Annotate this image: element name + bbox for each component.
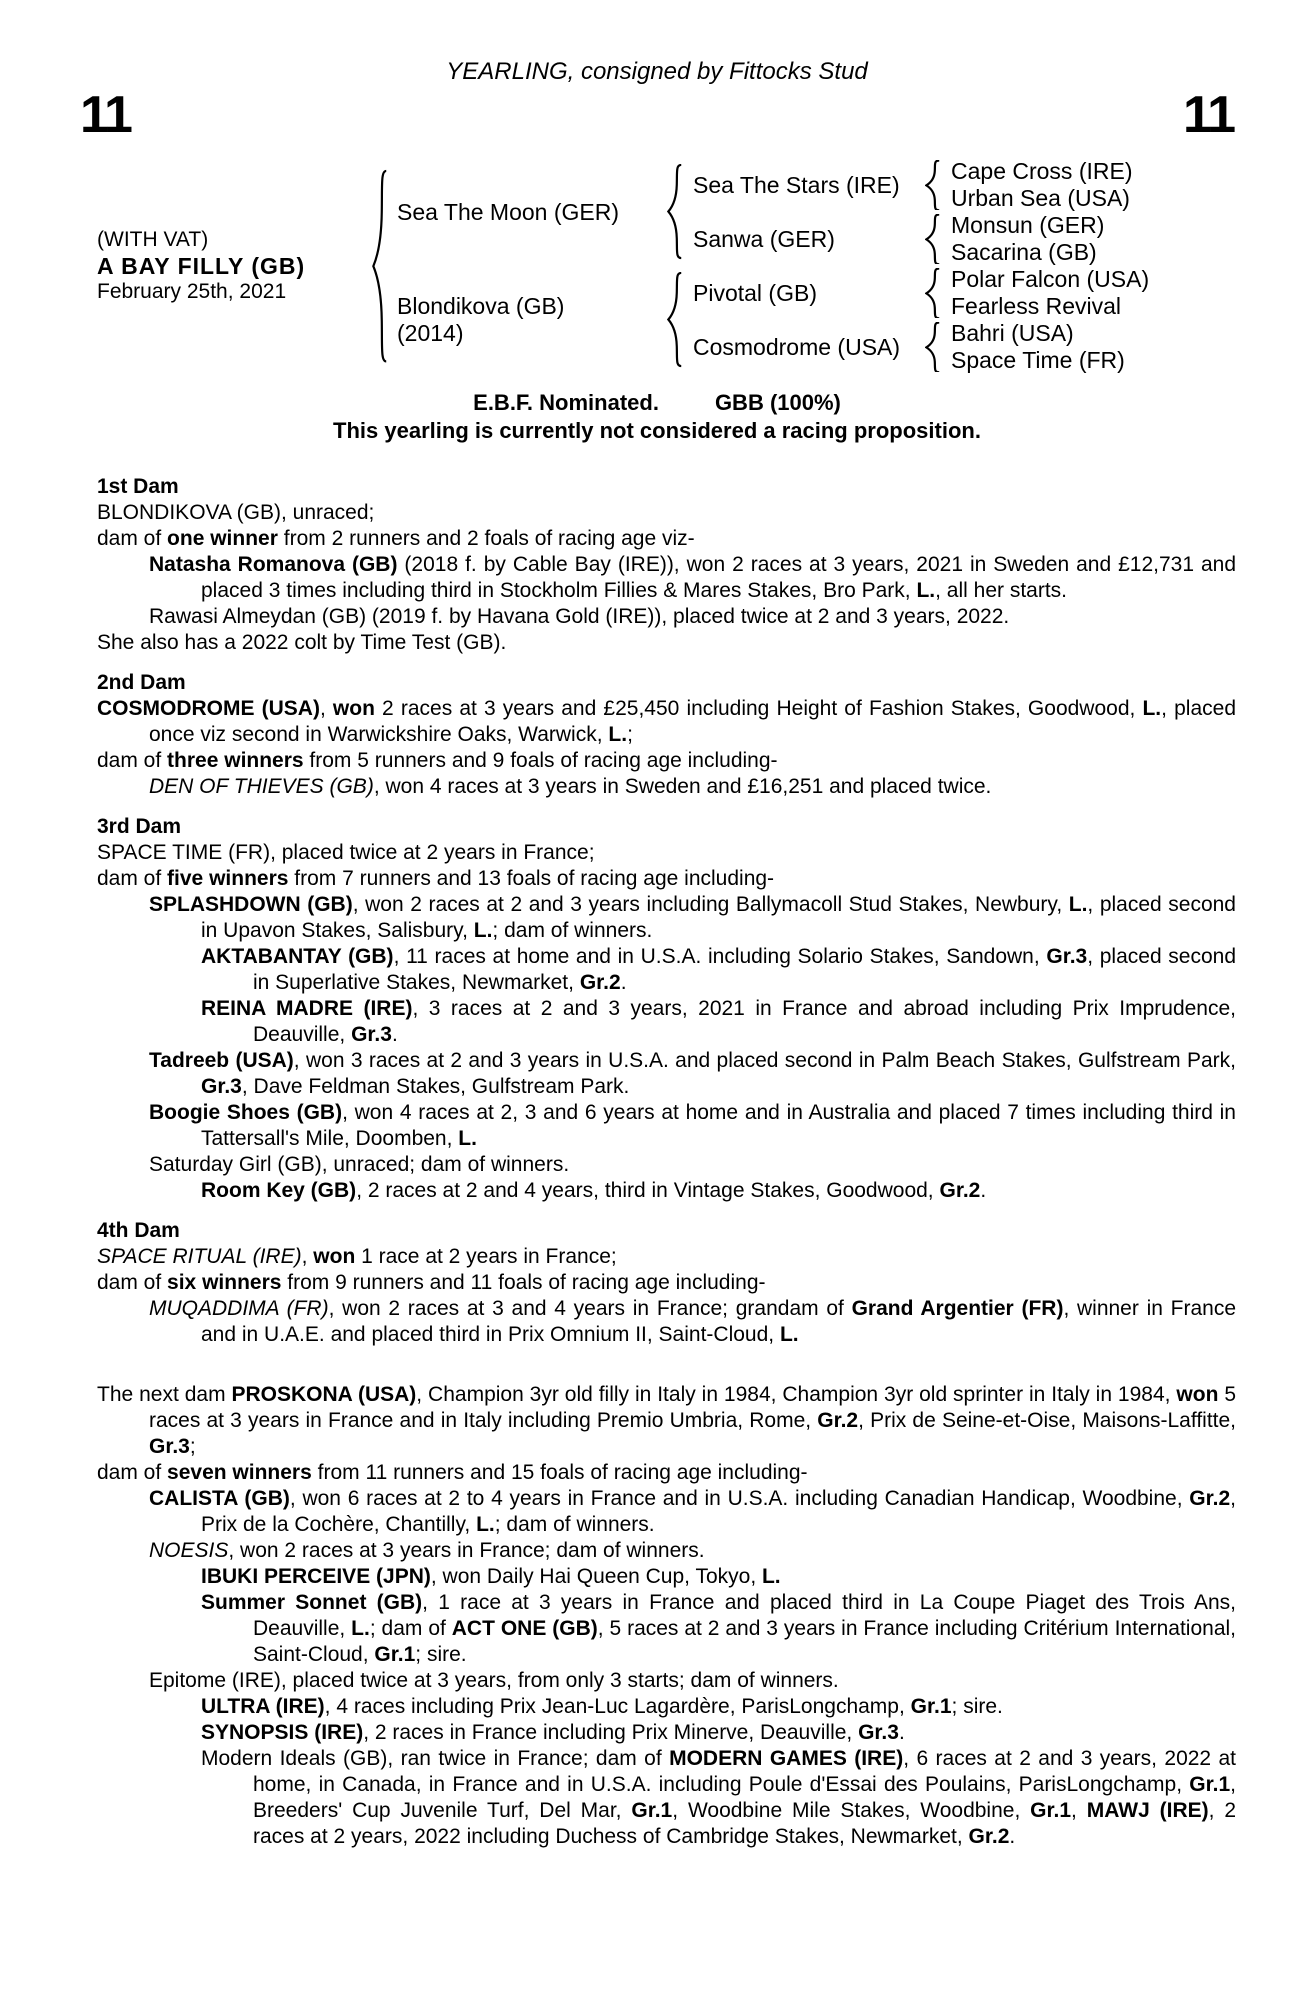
emphasized-text: Gr.1	[631, 1799, 673, 1822]
emphasized-text: Tadreeb (USA)	[149, 1049, 294, 1072]
emphasized-text: Gr.2	[1189, 1487, 1231, 1510]
dam-section	[97, 670, 1236, 800]
pedigree-sire	[391, 158, 663, 266]
pedigree-brace-gg3	[921, 266, 945, 320]
dam-section	[97, 1382, 1236, 1850]
plain-text: , Dave Feldman Stakes, Gulfstream Park.	[241, 1075, 630, 1098]
emphasized-text: MAWJ (IRE)	[1086, 1799, 1209, 1822]
plain-text: , Breeders' Cup Juvenile Turf, Del Mar,	[253, 1773, 1236, 1822]
catalog-paragraph	[97, 774, 1236, 800]
plain-text: , 1 race at 3 years in France and placed third in La Coupe Piaget des Trois Ans, Deauville,	[253, 1591, 1236, 1640]
catalog-paragraph	[97, 892, 1236, 944]
plain-text: ,	[1071, 1799, 1087, 1822]
catalog-paragraph	[97, 552, 1236, 604]
dam-section-heading: 4th Dam	[97, 1219, 180, 1242]
emphasized-text: won	[332, 697, 375, 720]
emphasized-text: Gr.2	[968, 1825, 1010, 1848]
catalog-paragraph	[97, 1152, 1236, 1178]
catalog-paragraph	[97, 944, 1236, 996]
pedigree-brace-gg2	[921, 212, 945, 266]
plain-text: , placed second in Superlative Stakes, Newmarket,	[253, 945, 1237, 994]
catalog-paragraph	[97, 840, 1236, 866]
plain-text: ; sire.	[951, 1695, 1003, 1718]
catalog-paragraph	[97, 1720, 1236, 1746]
pedigree-text	[97, 474, 1236, 1850]
dam-dam: Cosmodrome (USA)	[693, 333, 901, 360]
lot-number-right: 11	[1183, 86, 1234, 144]
emphasized-text: COSMODROME (USA)	[97, 697, 320, 720]
catalog-paragraph	[97, 996, 1236, 1048]
emphasized-text: ACT ONE (GB)	[451, 1617, 598, 1640]
emphasized-text: SPACE RITUAL (IRE)	[97, 1245, 302, 1268]
emphasized-text: ULTRA (IRE)	[201, 1695, 325, 1718]
emphasized-text: L.	[458, 1127, 477, 1150]
catalog-paragraph	[97, 1048, 1236, 1100]
plain-text: , 5 races at 2 and 3 years in France including Critérium International, Saint-Cloud,	[253, 1617, 1236, 1666]
catalog-paragraph	[97, 1178, 1236, 1204]
catalog-paragraph	[97, 1382, 1236, 1460]
emphasized-text: Gr.2	[579, 971, 621, 994]
produce-name: A BAY FILLY (GB)	[97, 253, 306, 279]
plain-text: dam of	[97, 749, 168, 772]
plain-text: from 5 runners and 9 foals of racing age including-	[303, 749, 778, 772]
emphasized-text: three winners	[167, 749, 304, 772]
pedigree-brace-gg4	[921, 320, 945, 374]
pedigree-brace-gg1	[921, 158, 945, 212]
plain-text: .	[898, 1721, 905, 1744]
catalog-paragraph	[97, 500, 1236, 526]
plain-text: dam of	[97, 867, 168, 890]
emphasized-text: L.	[761, 1565, 781, 1588]
gbb-label: GBB (100%)	[714, 390, 841, 415]
emphasized-text: five winners	[167, 867, 289, 890]
emphasized-text: L.	[1142, 697, 1162, 720]
pedigree-brace-generation1	[369, 158, 391, 374]
pedigree-brace-sire-parents	[663, 158, 687, 266]
catalog-paragraph	[97, 1244, 1236, 1270]
catalog-paragraph	[97, 1564, 1236, 1590]
pedigree-dam	[391, 266, 663, 374]
dam-sire: Pivotal (GB)	[693, 279, 817, 306]
plain-text: , won 6 races at 2 to 4 years in France and in U.S.A. including Canadian Handicap, Woodbine,	[289, 1487, 1190, 1510]
plain-text: , placed once viz second in Warwickshire Oaks, Warwick,	[149, 697, 1236, 746]
emphasized-text: Gr.2	[817, 1409, 859, 1432]
plain-text: , winner in France and in U.A.E. and placed third in Prix Omnium II, Saint-Cloud,	[201, 1297, 1237, 1346]
sire-dam: Sanwa (GER)	[693, 225, 835, 252]
page-title: YEARLING, consigned by Fittocks Stud	[446, 58, 868, 85]
emphasized-text: L.	[351, 1617, 370, 1640]
catalog-paragraph	[97, 526, 1236, 552]
emphasized-text: CALISTA (GB)	[149, 1487, 290, 1510]
plain-text: , Prix de Seine-et-Oise, Maisons-Laffitte,	[858, 1409, 1236, 1432]
plain-text: , Prix de la Cochère, Chantilly,	[201, 1487, 1236, 1536]
emphasized-text: MODERN GAMES (IRE)	[669, 1747, 904, 1770]
emphasized-text: SPLASHDOWN (GB)	[149, 893, 353, 916]
plain-text: , won 3 races at 2 and 3 years in U.S.A. and placed second in Palm Beach Stakes, Gulfstream Park,	[293, 1049, 1236, 1072]
sire-sire: Sea The Stars (IRE)	[693, 171, 900, 198]
emphasized-text: Gr.1	[910, 1695, 952, 1718]
emphasized-text: Gr.3	[351, 1023, 392, 1046]
plain-text: , 2 races at 2 years, 2022 including Duchess of Cambridge Stakes, Newmarket,	[253, 1799, 1237, 1848]
plain-text: , Champion 3yr old filly in Italy in 1984, Champion 3yr old sprinter in Italy in 1984,	[416, 1383, 1177, 1406]
plain-text: , won 4 races at 2, 3 and 6 years at home and in Australia and placed 7 times including third in Tattersall's Mile, Doomben,	[201, 1101, 1236, 1150]
catalog-paragraph	[97, 1538, 1236, 1564]
dam-section	[97, 474, 1236, 656]
plain-text: , all her starts.	[935, 579, 1068, 602]
plain-text: ;	[627, 723, 633, 746]
emphasized-text: L.	[779, 1323, 799, 1346]
plain-text: ,	[319, 697, 333, 720]
catalog-paragraph	[97, 696, 1236, 748]
plain-text: ; dam of winners.	[494, 1513, 655, 1536]
catalog-paragraph	[97, 1590, 1236, 1668]
plain-text: , Woodbine Mile Stakes, Woodbine,	[672, 1799, 1031, 1822]
dam-sire-sire: Polar Falcon (USA)	[951, 266, 1150, 292]
plain-text: from 11 runners and 15 foals of racing age including-	[311, 1461, 808, 1484]
plain-text: from 7 runners and 13 foals of racing age including-	[288, 867, 775, 890]
plain-text: dam of	[97, 1271, 168, 1294]
vat-note: (WITH VAT)	[97, 228, 209, 251]
emphasized-text: DEN OF THIEVES (GB)	[149, 775, 374, 798]
catalog-paragraph	[97, 1100, 1236, 1152]
catalog-paragraph	[97, 1296, 1236, 1348]
emphasized-text: won	[313, 1245, 356, 1268]
plain-text: , 3 races at 2 and 3 years, 2021 in France and abroad including Prix Imprudence, Deauville,	[253, 997, 1237, 1046]
dam-section	[97, 1218, 1236, 1348]
plain-text: .	[980, 1179, 987, 1202]
emphasized-text: MUQADDIMA (FR)	[149, 1297, 329, 1320]
ebf-nominated-label: E.B.F. Nominated.	[473, 390, 659, 415]
emphasized-text: Gr.3	[149, 1435, 190, 1458]
nomination-line	[0, 390, 1314, 416]
sire-name: Sea The Moon (GER)	[397, 198, 620, 225]
emphasized-text: Gr.1	[374, 1643, 416, 1666]
catalog-paragraph	[97, 1746, 1236, 1850]
emphasized-text: REINA MADRE (IRE)	[201, 997, 413, 1020]
plain-text: , 4 races including Prix Jean-Luc Lagardère, ParisLongchamp,	[324, 1695, 911, 1718]
produce-info	[97, 158, 369, 374]
plain-text: .	[1009, 1825, 1016, 1848]
emphasized-text: L.	[916, 579, 936, 602]
foaling-date: February 25th, 2021	[97, 280, 287, 303]
emphasized-text: L.	[1068, 893, 1088, 916]
catalog-paragraph	[97, 604, 1236, 630]
emphasized-text: Gr.3	[858, 1721, 899, 1744]
plain-text: (2018 f. by Cable Bay (IRE)), won 2 races at 3 years, 2021 in Sweden and £12,731 and placed 3 times including third in Stockholm Fillies & Mares Stakes, Bro Park,	[201, 553, 1236, 602]
plain-text: , 11 races at home and in U.S.A. including Solario Stakes, Sandown,	[393, 945, 1047, 968]
pedigree-brace-dam-parents	[663, 266, 687, 374]
plain-text: , 2 races at 2 and 4 years, third in Vintage Stakes, Goodwood,	[356, 1179, 940, 1202]
emphasized-text: NOESIS	[149, 1539, 229, 1562]
dam-dam-dam: Space Time (FR)	[951, 347, 1125, 373]
plain-text: BLONDIKOVA (GB), unraced;	[97, 501, 375, 524]
plain-text: , won 2 races at 3 and 4 years in France; grandam of	[328, 1297, 852, 1320]
sire-dam-sire: Monsun (GER)	[951, 212, 1105, 238]
plain-text: SPACE TIME (FR), placed twice at 2 years in France;	[97, 841, 595, 864]
emphasized-text: won	[1176, 1383, 1219, 1406]
plain-text: .	[391, 1023, 398, 1046]
plain-text: ; sire.	[415, 1643, 467, 1666]
plain-text: , won 2 races at 3 years in France; dam of winners.	[228, 1539, 705, 1562]
plain-text: Saturday Girl (GB), unraced; dam of winners.	[149, 1153, 570, 1176]
plain-text: ,	[301, 1245, 314, 1268]
plain-text: , won 4 races at 3 years in Sweden and £16,251 and placed twice.	[373, 775, 992, 798]
dam-year: (2014)	[397, 320, 464, 346]
emphasized-text: L.	[473, 919, 493, 942]
plain-text: , placed second in Upavon Stakes, Salisbury,	[201, 893, 1236, 942]
emphasized-text: Gr.1	[1189, 1773, 1231, 1796]
emphasized-text: IBUKI PERCEIVE (JPN)	[201, 1565, 431, 1588]
plain-text: from 2 runners and 2 foals of racing age viz-	[277, 527, 695, 550]
plain-text: Modern Ideals (GB), ran twice in France; dam of	[201, 1747, 670, 1770]
pedigree-table	[97, 158, 1236, 374]
dam-sire-dam: Fearless Revival	[951, 293, 1121, 319]
emphasized-text: Gr.3	[1046, 945, 1088, 968]
emphasized-text: L.	[608, 723, 628, 746]
catalog-paragraph	[97, 1694, 1236, 1720]
catalog-paragraph	[97, 748, 1236, 774]
plain-text: She also has a 2022 colt by Time Test (GB).	[97, 631, 507, 654]
racing-proposition-note: This yearling is currently not considered a racing proposition.	[333, 418, 981, 443]
emphasized-text: Gr.2	[939, 1179, 981, 1202]
sire-sire-dam: Urban Sea (USA)	[951, 185, 1130, 211]
lot-number-left: 11	[80, 86, 131, 144]
emphasized-text: Gr.3	[201, 1075, 242, 1098]
emphasized-text: Room Key (GB)	[201, 1179, 357, 1202]
plain-text: ; dam of	[369, 1617, 452, 1640]
sire-dam-dam: Sacarina (GB)	[951, 239, 1097, 265]
dam-section-heading: 3rd Dam	[97, 815, 182, 838]
plain-text: from 9 runners and 11 foals of racing age including-	[281, 1271, 766, 1294]
catalog-paragraph	[97, 1668, 1236, 1694]
catalog-paragraph	[97, 1270, 1236, 1296]
emphasized-text: AKTABANTAY (GB)	[201, 945, 394, 968]
emphasized-text: L.	[476, 1513, 495, 1536]
emphasized-text: Summer Sonnet (GB)	[201, 1591, 423, 1614]
catalog-paragraph	[97, 630, 1236, 656]
plain-text: , 6 races at 2 and 3 years, 2022 at home, in Canada, in France and in U.S.A. including Poule d'Essai des Poulains, ParisLongchamp,	[253, 1747, 1237, 1796]
emphasized-text: PROSKONA (USA)	[231, 1383, 417, 1406]
emphasized-text: Gr.1	[1030, 1799, 1072, 1822]
sire-sire-sire: Cape Cross (IRE)	[951, 158, 1133, 184]
emphasized-text: Boogie Shoes (GB)	[149, 1101, 343, 1124]
emphasized-text: one winner	[167, 527, 278, 550]
plain-text: The next dam	[97, 1383, 232, 1406]
plain-text: 1 race at 2 years in France;	[355, 1245, 617, 1268]
plain-text: ;	[189, 1435, 196, 1458]
plain-text: , 2 races in France including Prix Minerve, Deauville,	[363, 1721, 859, 1744]
emphasized-text: Natasha Romanova (GB)	[149, 553, 398, 576]
dam-name: Blondikova (GB)	[397, 293, 565, 319]
plain-text: dam of	[97, 527, 168, 550]
dam-section-heading: 1st Dam	[97, 475, 179, 498]
plain-text: , won Daily Hai Queen Cup, Tokyo,	[430, 1565, 762, 1588]
catalog-paragraph	[97, 866, 1236, 892]
plain-text: , won 2 races at 2 and 3 years including Ballymacoll Stud Stakes, Newbury,	[352, 893, 1069, 916]
catalog-paragraph	[97, 1486, 1236, 1538]
dam-section-heading: 2nd Dam	[97, 671, 186, 694]
emphasized-text: six winners	[167, 1271, 282, 1294]
dam-section	[97, 814, 1236, 1204]
plain-text: 5 races at 3 years in France and in Italy including Premio Umbria, Rome,	[149, 1383, 1237, 1432]
plain-text: dam of	[97, 1461, 168, 1484]
plain-text: Rawasi Almeydan (GB) (2019 f. by Havana Gold (IRE)), placed twice at 2 and 3 years, 2022.	[149, 605, 1010, 628]
catalog-paragraph	[97, 1460, 1236, 1486]
plain-text: ; dam of winners.	[492, 919, 653, 942]
emphasized-text: Grand Argentier (FR)	[851, 1297, 1064, 1320]
emphasized-text: seven winners	[167, 1461, 312, 1484]
dam-dam-sire: Bahri (USA)	[951, 320, 1074, 346]
lot-numbers-row	[0, 86, 1314, 144]
emphasized-text: SYNOPSIS (IRE)	[201, 1721, 364, 1744]
plain-text: .	[620, 971, 627, 994]
plain-text: Epitome (IRE), placed twice at 3 years, from only 3 starts; dam of winners.	[149, 1669, 839, 1692]
plain-text: 2 races at 3 years and £25,450 including Height of Fashion Stakes, Goodwood,	[374, 697, 1143, 720]
